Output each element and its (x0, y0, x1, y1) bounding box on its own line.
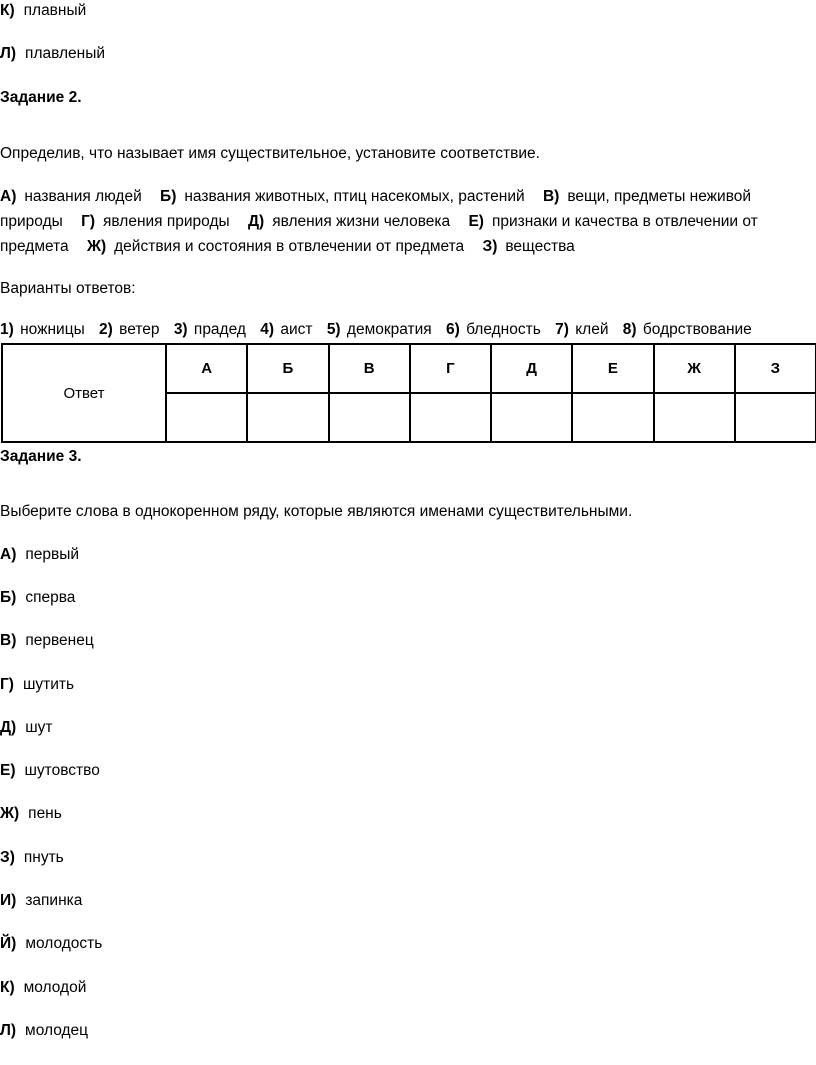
task3-option-e (0, 762, 100, 780)
answer-cell-a[interactable] (166, 393, 247, 442)
answer-table-header-row (2, 344, 816, 393)
category-text: вещи, предметы неживой природы (0, 188, 752, 230)
variant-5 (327, 321, 432, 338)
variant-word: бледность (466, 321, 541, 338)
option-word: первый (25, 546, 80, 563)
task3-option-z (0, 849, 64, 867)
answer-table (1, 343, 816, 443)
variant-num: 6) (446, 321, 460, 338)
category-letter: З) (482, 238, 498, 255)
variant-6 (446, 321, 541, 338)
variant-word: демократия (346, 321, 432, 338)
answer-header-b: Б (247, 344, 328, 393)
answer-header-v: В (329, 344, 410, 393)
answer-cell-g[interactable] (410, 393, 491, 442)
option-letter: Ж) (0, 805, 20, 822)
option-letter: Л) (0, 45, 17, 62)
category-letter: А) (0, 188, 17, 205)
category-text: действия и состояния в отвлечении от предмета (114, 238, 465, 255)
task3-option-zh (0, 805, 62, 823)
task3-option-a (0, 546, 79, 564)
task3-option-d (0, 719, 53, 737)
category-text: явления жизни человека (272, 213, 451, 230)
option-letter: Й) (0, 935, 17, 952)
category-d (248, 213, 450, 230)
option-letter: К) (0, 979, 15, 996)
category-letter: Б) (160, 188, 177, 205)
category-letter: Г) (81, 213, 96, 230)
category-zh (87, 238, 464, 255)
option-letter: Л) (0, 1022, 17, 1039)
answer-cell-e[interactable] (572, 393, 653, 442)
variant-num: 1) (0, 321, 14, 338)
task3-option-i (0, 892, 82, 910)
category-text: вещества (505, 238, 575, 255)
task3-instruction: Выберите слова в однокоренном ряду, которые являются именами существительными. (0, 503, 633, 520)
variant-word: прадед (193, 321, 246, 338)
variant-1 (0, 321, 85, 338)
option-word: шутовство (24, 762, 100, 779)
option-word: сперва (25, 589, 76, 606)
answer-cell-z[interactable] (735, 393, 816, 442)
category-b (160, 188, 525, 205)
variant-7 (555, 321, 608, 338)
option-word: плавный (23, 2, 87, 19)
option-word: запинка (25, 892, 83, 909)
option-word: плавленый (25, 45, 106, 62)
option-word: первенец (25, 632, 94, 649)
task3-title: Задание 3. (0, 448, 82, 465)
answer-cell-d[interactable] (491, 393, 572, 442)
task3-option-v (0, 632, 94, 650)
option-word: шутить (22, 676, 75, 693)
option-letter: Е) (0, 762, 16, 779)
category-g (81, 213, 230, 230)
variant-4 (260, 321, 312, 338)
category-letter: В) (542, 188, 560, 205)
task3-option-k (0, 979, 86, 997)
variant-word: аист (280, 321, 313, 338)
task3-option-g (0, 676, 74, 694)
variant-num: 2) (99, 321, 113, 338)
option-letter: З) (0, 849, 15, 866)
option-word: пень (28, 805, 62, 822)
variant-3 (174, 321, 246, 338)
variant-num: 5) (326, 321, 341, 338)
category-text: названия людей (24, 188, 142, 205)
variant-num: 3) (173, 321, 188, 338)
variants-label: Варианты ответов: (0, 280, 136, 297)
category-z (483, 238, 575, 255)
task3-option-l (0, 1022, 88, 1040)
category-text: признаки и качества в отвлечении от предмета (0, 213, 758, 255)
option-letter: В) (0, 632, 17, 649)
task3-option-b (0, 589, 75, 607)
category-text: явления природы (103, 213, 230, 230)
category-letter: Е) (468, 213, 484, 230)
answer-header-e: Е (572, 344, 653, 393)
variant-num: 8) (622, 321, 637, 338)
category-a (0, 188, 142, 205)
category-letter: Ж) (86, 238, 107, 255)
task2-title: Задание 2. (0, 89, 82, 106)
variant-2 (99, 321, 159, 338)
option-word: молодец (25, 1022, 89, 1039)
option-letter: Б) (0, 589, 17, 606)
task1-option-l (0, 45, 105, 63)
variant-num: 4) (260, 321, 275, 338)
option-word: молодой (23, 979, 87, 996)
variant-word: ветер (119, 321, 160, 338)
variant-num: 7) (555, 321, 569, 338)
variant-8 (623, 321, 752, 338)
option-letter: Д) (0, 719, 17, 736)
category-text: названия животных, птиц насекомых, растений (184, 188, 525, 205)
variant-word: клей (575, 321, 609, 338)
answer-cell-zh[interactable] (654, 393, 735, 442)
option-word: пнуть (23, 849, 64, 866)
answer-row-label: Ответ (2, 344, 166, 442)
answer-cell-b[interactable] (247, 393, 328, 442)
variant-word: ножницы (20, 321, 85, 338)
answer-header-a: А (166, 344, 247, 393)
variants-list (0, 321, 762, 339)
task2-instruction: Определив, что называет имя существительное, установите соответствие. (0, 145, 540, 162)
task2-categories (0, 184, 812, 259)
category-letter: Д) (247, 213, 265, 230)
option-letter: И) (0, 892, 17, 909)
option-letter: К) (0, 2, 15, 19)
answer-header-d: Д (491, 344, 572, 393)
variant-word: бодрствование (642, 321, 752, 338)
task3-option-y (0, 935, 102, 953)
answer-header-zh: Ж (654, 344, 735, 393)
option-word: молодость (25, 935, 103, 952)
answer-header-z: З (735, 344, 816, 393)
task1-option-k (0, 2, 86, 20)
answer-header-g: Г (410, 344, 491, 393)
option-letter: А) (0, 546, 17, 563)
option-letter: Г) (0, 676, 14, 693)
answer-cell-v[interactable] (329, 393, 410, 442)
option-word: шут (25, 719, 53, 736)
